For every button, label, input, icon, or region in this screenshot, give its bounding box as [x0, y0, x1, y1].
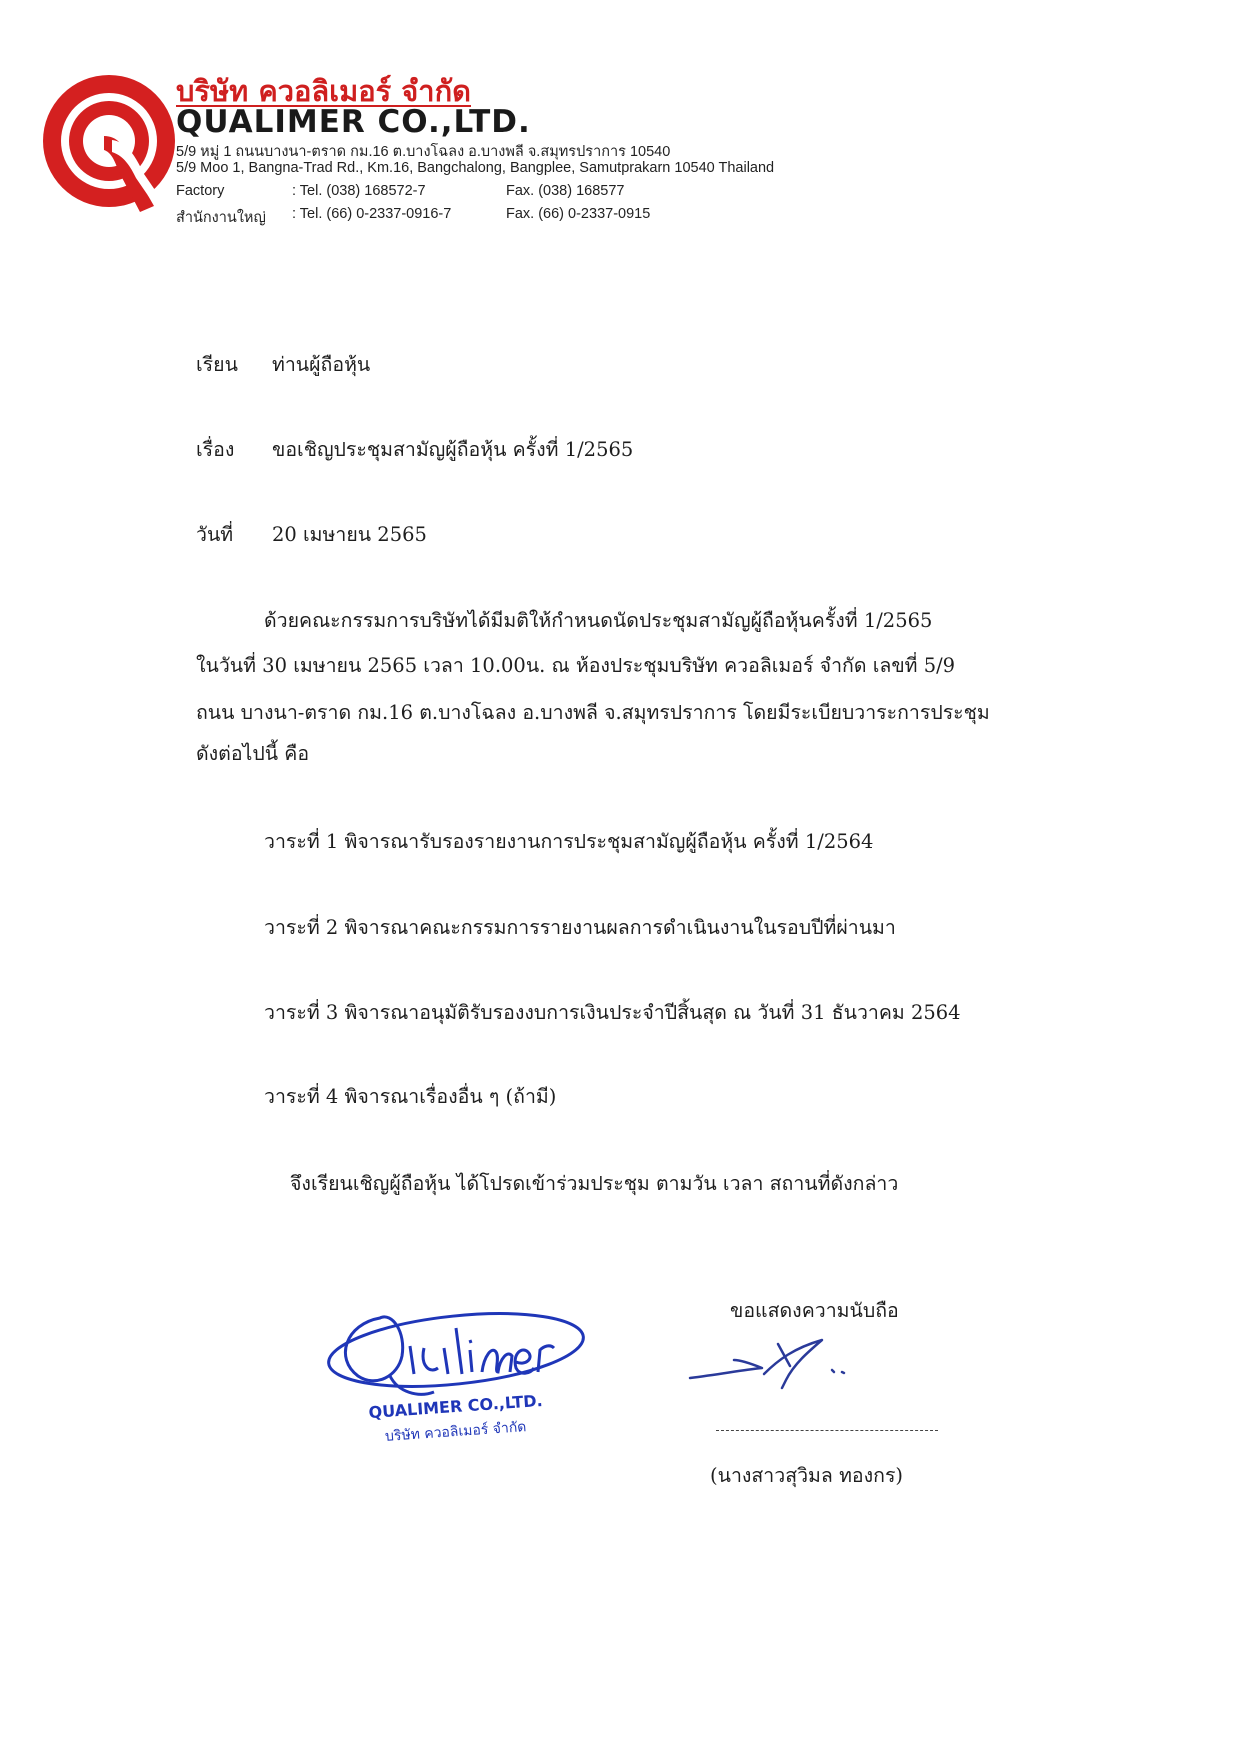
contact-fax: Fax. (66) 0-2337-0915: [506, 206, 651, 222]
contact-tel: : Tel. (038) 168572-7: [292, 183, 426, 199]
company-logo-icon: [34, 66, 184, 216]
company-name-thai: บริษัท ควอลิเมอร์ จำกัด: [176, 74, 471, 108]
company-name-english: QUALIMER CO.,LTD.: [176, 104, 531, 140]
paragraph-line: ถนน บางนา-ตราด กม.16 ต.บางโฉลง อ.บางพลี จ.สมุทรปราการ โดยมีระเบียบวาระการประชุม: [196, 701, 990, 724]
svg-text:QUALIMER CO.,LTD.: QUALIMER CO.,LTD.: [367, 1390, 544, 1423]
contact-label: Factory: [176, 183, 225, 199]
agenda-item-1: วาระที่ 1 พิจารณารับรองรายงานการประชุมสามัญผู้ถือหุ้น ครั้งที่ 1/2564: [264, 830, 874, 853]
paragraph-line: ในวันที่ 30 เมษายน 2565 เวลา 10.00น. ณ ห้องประชุมบริษัท ควอลิเมอร์ จำกัด เลขที่ 5/9: [196, 654, 956, 677]
signer-name: (นางสาวสุวิมล ทองกร): [710, 1464, 904, 1487]
subject-value: ขอเชิญประชุมสามัญผู้ถือหุ้น ครั้งที่ 1/2565: [272, 438, 634, 461]
date-value: 20 เมษายน 2565: [272, 523, 427, 546]
closing-sentence: จึงเรียนเชิญผู้ถือหุ้น ได้โปรดเข้าร่วมประชุม ตามวัน เวลา สถานที่ดังกล่าว: [290, 1172, 899, 1195]
paragraph-line: ด้วยคณะกรรมการบริษัทได้มีมติให้กำหนดนัดประชุมสามัญผู้ถือหุ้นครั้งที่ 1/2565: [264, 609, 933, 632]
contact-tel: : Tel. (66) 0-2337-0916-7: [292, 206, 452, 222]
signature-line: [716, 1430, 938, 1431]
svg-text:บริษัท ควอลิเมอร์ จำกัด: บริษัท ควอลิเมอร์ จำกัด: [384, 1419, 527, 1445]
contact-label: สำนักงานใหญ่: [176, 210, 266, 226]
paragraph-line: ดังต่อไปนี้ คือ: [196, 742, 310, 765]
subject-label: เรื่อง: [196, 438, 235, 461]
address-english: 5/9 Moo 1, Bangna-Trad Rd., Km.16, Bangchalong, Bangplee, Samutprakarn 10540 Thailand: [176, 160, 775, 176]
to-label: เรียน: [196, 353, 238, 376]
agenda-item-4: วาระที่ 4 พิจารณาเรื่องอื่น ๆ (ถ้ามี): [264, 1085, 557, 1108]
date-label: วันที่: [196, 523, 234, 546]
handwritten-signature-icon: [682, 1330, 862, 1400]
address-thai: 5/9 หมู่ 1 ถนนบางนา-ตราด กม.16 ต.บางโฉลง อ.บางพลี จ.สมุทรปราการ 10540: [176, 144, 671, 160]
company-stamp-icon: [306, 1288, 602, 1458]
to-value: ท่านผู้ถือหุ้น: [272, 353, 371, 376]
agenda-item-2: วาระที่ 2 พิจารณาคณะกรรมการรายงานผลการดำเนินงานในรอบปีที่ผ่านมา: [264, 916, 896, 939]
contact-fax: Fax. (038) 168577: [506, 183, 625, 199]
regards-text: ขอแสดงความนับถือ: [730, 1299, 899, 1322]
agenda-item-3: วาระที่ 3 พิจารณาอนุมัติรับรองงบการเงินประจำปีสิ้นสุด ณ วันที่ 31 ธันวาคม 2564: [264, 1001, 961, 1024]
